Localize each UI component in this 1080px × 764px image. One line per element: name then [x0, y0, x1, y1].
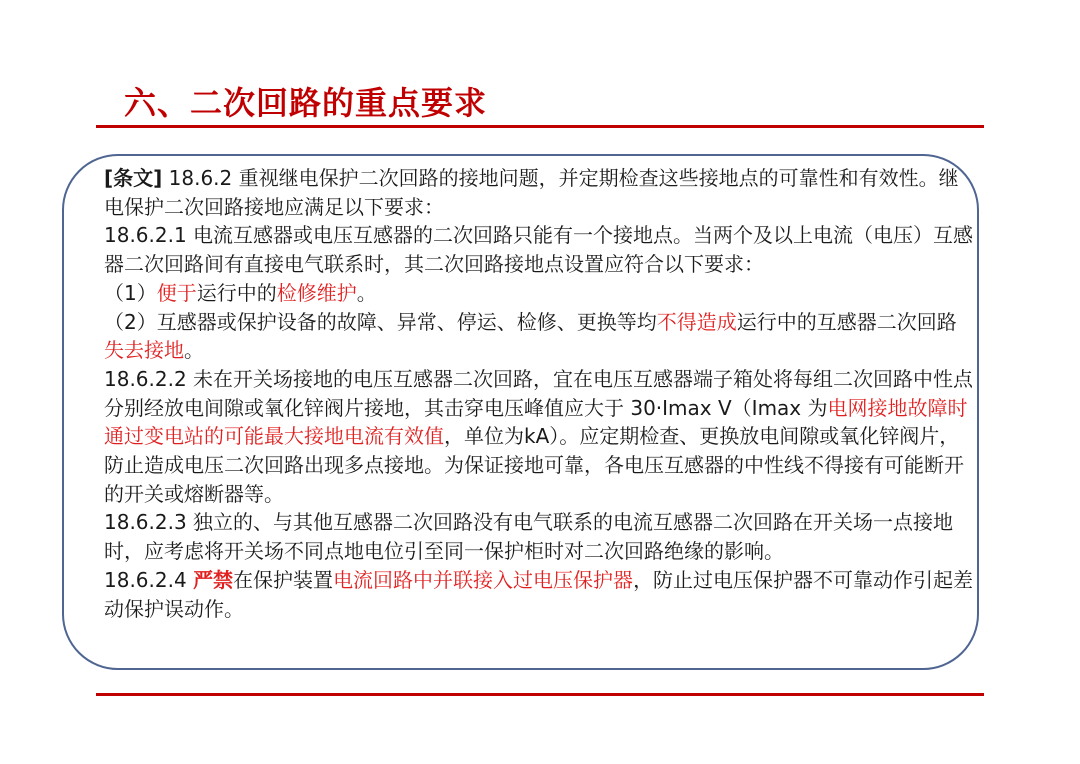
clause-text: ，防止过电压保护器不可靠动作引起差动保护误动作。 — [104, 567, 974, 621]
highlighted-text: 电流回路中并联接入过电压保护器 — [333, 567, 634, 592]
clause-paragraph-18-6-2-2 — [104, 365, 974, 509]
highlighted-text: 检修维护 — [276, 280, 357, 305]
requirement-item-2 — [104, 308, 974, 365]
clause-label: [条文] — [104, 166, 163, 190]
footer-divider — [96, 693, 984, 696]
highlighted-text: 电网接地故障时通过变电站的可能最大接地电流有效值 — [104, 395, 968, 449]
clause-paragraph-18-6-2-4 — [104, 566, 974, 623]
title-divider — [96, 125, 984, 128]
clause-content — [104, 164, 974, 623]
clause-text: 在保护装置 — [233, 567, 334, 592]
clause-paragraph-18-6-2 — [104, 164, 974, 221]
clause-paragraph-18-6-2-1 — [104, 221, 974, 278]
clause-text: 运行中的互感器二次回路 — [736, 309, 957, 334]
clause-text: 18.6.2.4 — [104, 567, 194, 592]
requirement-item-1 — [104, 279, 974, 308]
clause-text: 18.6.2.3 独立的、与其他互感器二次回路没有电气联系的电流互感器二次回路在开关场一点接地时，应考虑将开关场不同点地电位引至同一保护柜时对二次回路绝缘的影响。 — [104, 510, 954, 564]
slide-title: 六、二次回路的重点要求 — [124, 84, 488, 122]
clause-text: （1） — [104, 280, 157, 305]
highlighted-text: 严禁 — [193, 567, 234, 592]
highlighted-text: 便于 — [156, 280, 197, 305]
clause-text: 。 — [356, 280, 377, 305]
highlighted-text: 失去接地 — [104, 338, 184, 363]
clause-text: 运行中的 — [196, 280, 277, 305]
clause-text: 18.6.2 重视继电保护二次回路的接地问题，并定期检查这些接地点的可靠性和有效性。继电保护二次回路接地应满足以下要求： — [104, 166, 959, 219]
clause-paragraph-18-6-2-3 — [104, 508, 974, 565]
clause-text: 18.6.2.2 未在开关场接地的电压互感器二次回路，宜在电压互感器端子箱处将每组二次回路中性点分别经放电间隙或氧化锌阀片接地，其击穿电压峰值应大于 30·Imax V（Imax 为 — [104, 366, 974, 420]
clause-text: （2）互感器或保护设备的故障、异常、停运、检修、更换等均 — [104, 309, 657, 334]
clause-text: 。 — [184, 338, 204, 363]
clause-text: 18.6.2.1 电流互感器或电压互感器的二次回路只能有一个接地点。当两个及以上电流（电压）互感器二次回路间有直接电气联系时，其二次回路接地点设置应符合以下要求： — [104, 223, 974, 277]
highlighted-text: 不得造成 — [656, 309, 737, 334]
clause-text: ，单位为kA）。应定期检查、更换放电间隙或氧化锌阀片，防止造成电压二次回路出现多点接地。为保证接地可靠，各电压互感器的中性线不得接有可能断开的开关或熔断器等。 — [104, 424, 964, 506]
